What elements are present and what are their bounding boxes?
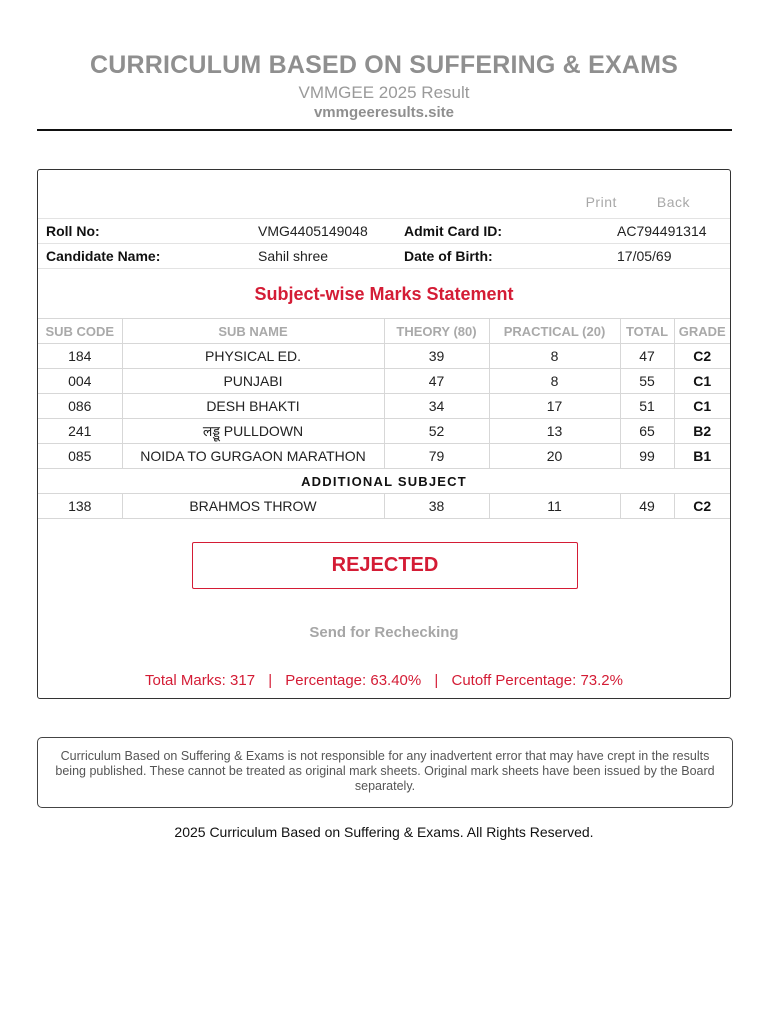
table-row — [38, 394, 730, 419]
total-marks: 47 — [620, 344, 674, 369]
col-sub-name: SUB NAME — [122, 319, 384, 344]
disclaimer-box: Curriculum Based on Suffering & Exams is not responsible for any inadvertent error that may have crept in the results being published. These cannot be treated as original mark sheets. Original mark sheets have been issued by the Board separately. — [37, 737, 733, 808]
practical-marks: 8 — [489, 344, 620, 369]
theory-marks: 52 — [384, 419, 489, 444]
table-row — [38, 419, 730, 444]
marks-table — [38, 318, 730, 519]
dob-label: Date of Birth: — [396, 244, 609, 269]
print-button[interactable]: Print — [585, 194, 617, 210]
grade: B1 — [674, 444, 730, 469]
table-row — [38, 369, 730, 394]
grade: B2 — [674, 419, 730, 444]
practical-marks: 13 — [489, 419, 620, 444]
sub-name: PUNJABI — [122, 369, 384, 394]
date-of-birth: 17/05/69 — [609, 244, 730, 269]
practical-marks: 8 — [489, 369, 620, 394]
sub-code: 138 — [38, 494, 122, 519]
sub-name: BRAHMOS THROW — [122, 494, 384, 519]
total-marks-summary: Total Marks: 317 — [145, 672, 256, 689]
total-marks: 49 — [620, 494, 674, 519]
sub-code: 004 — [38, 369, 122, 394]
total-marks: 99 — [620, 444, 674, 469]
sub-name: DESH BHAKTI — [122, 394, 384, 419]
col-total: TOTAL — [620, 319, 674, 344]
send-for-rechecking-button[interactable]: Send for Rechecking — [309, 624, 459, 641]
sub-name: NOIDA TO GURGAON MARATHON — [122, 444, 384, 469]
candidate-info — [38, 218, 730, 269]
theory-marks: 39 — [384, 344, 489, 369]
marks-header-row — [38, 319, 730, 344]
summary-separator: | — [268, 672, 273, 689]
total-marks: 51 — [620, 394, 674, 419]
col-grade: GRADE — [674, 319, 730, 344]
additional-subject-heading: ADDITIONAL SUBJECT — [38, 469, 730, 494]
result-subtitle: VMMGEE 2025 Result — [298, 83, 470, 102]
table-row — [38, 444, 730, 469]
result-status-badge: REJECTED — [192, 542, 578, 589]
practical-marks: 11 — [489, 494, 620, 519]
roll-number: VMG4405149048 — [250, 219, 396, 244]
cutoff-summary: Cutoff Percentage: 73.2% — [451, 672, 623, 689]
grade: C1 — [674, 394, 730, 419]
site-domain: vmmgeeresults.site — [313, 104, 455, 121]
col-theory: THEORY (80) — [384, 319, 489, 344]
table-row — [38, 344, 730, 369]
action-links — [586, 194, 690, 210]
sub-code: 085 — [38, 444, 122, 469]
header-divider — [37, 129, 732, 131]
sub-code: 241 — [38, 419, 122, 444]
result-card — [37, 169, 731, 699]
roll-label: Roll No: — [38, 219, 250, 244]
site-title: CURRICULUM BASED ON SUFFERING & EXAMS — [90, 51, 678, 79]
theory-marks: 34 — [384, 394, 489, 419]
name-label: Candidate Name: — [38, 244, 250, 269]
percentage-summary: Percentage: 63.40% — [285, 672, 422, 689]
col-sub-code: SUB CODE — [38, 319, 122, 344]
total-marks: 65 — [620, 419, 674, 444]
total-marks: 55 — [620, 369, 674, 394]
candidate-name: Sahil shree — [250, 244, 396, 269]
marks-heading: Subject-wise Marks Statement — [254, 284, 514, 304]
practical-marks: 20 — [489, 444, 620, 469]
page-header — [0, 0, 768, 122]
admit-card-id: AC794491314 — [609, 219, 730, 244]
admit-label: Admit Card ID: — [396, 219, 609, 244]
sub-name: PHYSICAL ED. — [122, 344, 384, 369]
grade: C1 — [674, 369, 730, 394]
theory-marks: 38 — [384, 494, 489, 519]
sub-code: 184 — [38, 344, 122, 369]
info-row — [38, 244, 730, 269]
practical-marks: 17 — [489, 394, 620, 419]
grade: C2 — [674, 494, 730, 519]
grade: C2 — [674, 344, 730, 369]
col-practical: PRACTICAL (20) — [489, 319, 620, 344]
info-row — [38, 219, 730, 244]
sub-code: 086 — [38, 394, 122, 419]
table-row — [38, 494, 730, 519]
theory-marks: 47 — [384, 369, 489, 394]
result-summary — [38, 672, 730, 689]
copyright-footer: 2025 Curriculum Based on Suffering & Exams. All Rights Reserved. — [174, 824, 594, 840]
sub-name: लड्डू PULLDOWN — [122, 419, 384, 444]
back-button[interactable]: Back — [656, 194, 690, 210]
theory-marks: 79 — [384, 444, 489, 469]
additional-subject-row — [38, 469, 730, 494]
summary-separator: | — [434, 672, 439, 689]
